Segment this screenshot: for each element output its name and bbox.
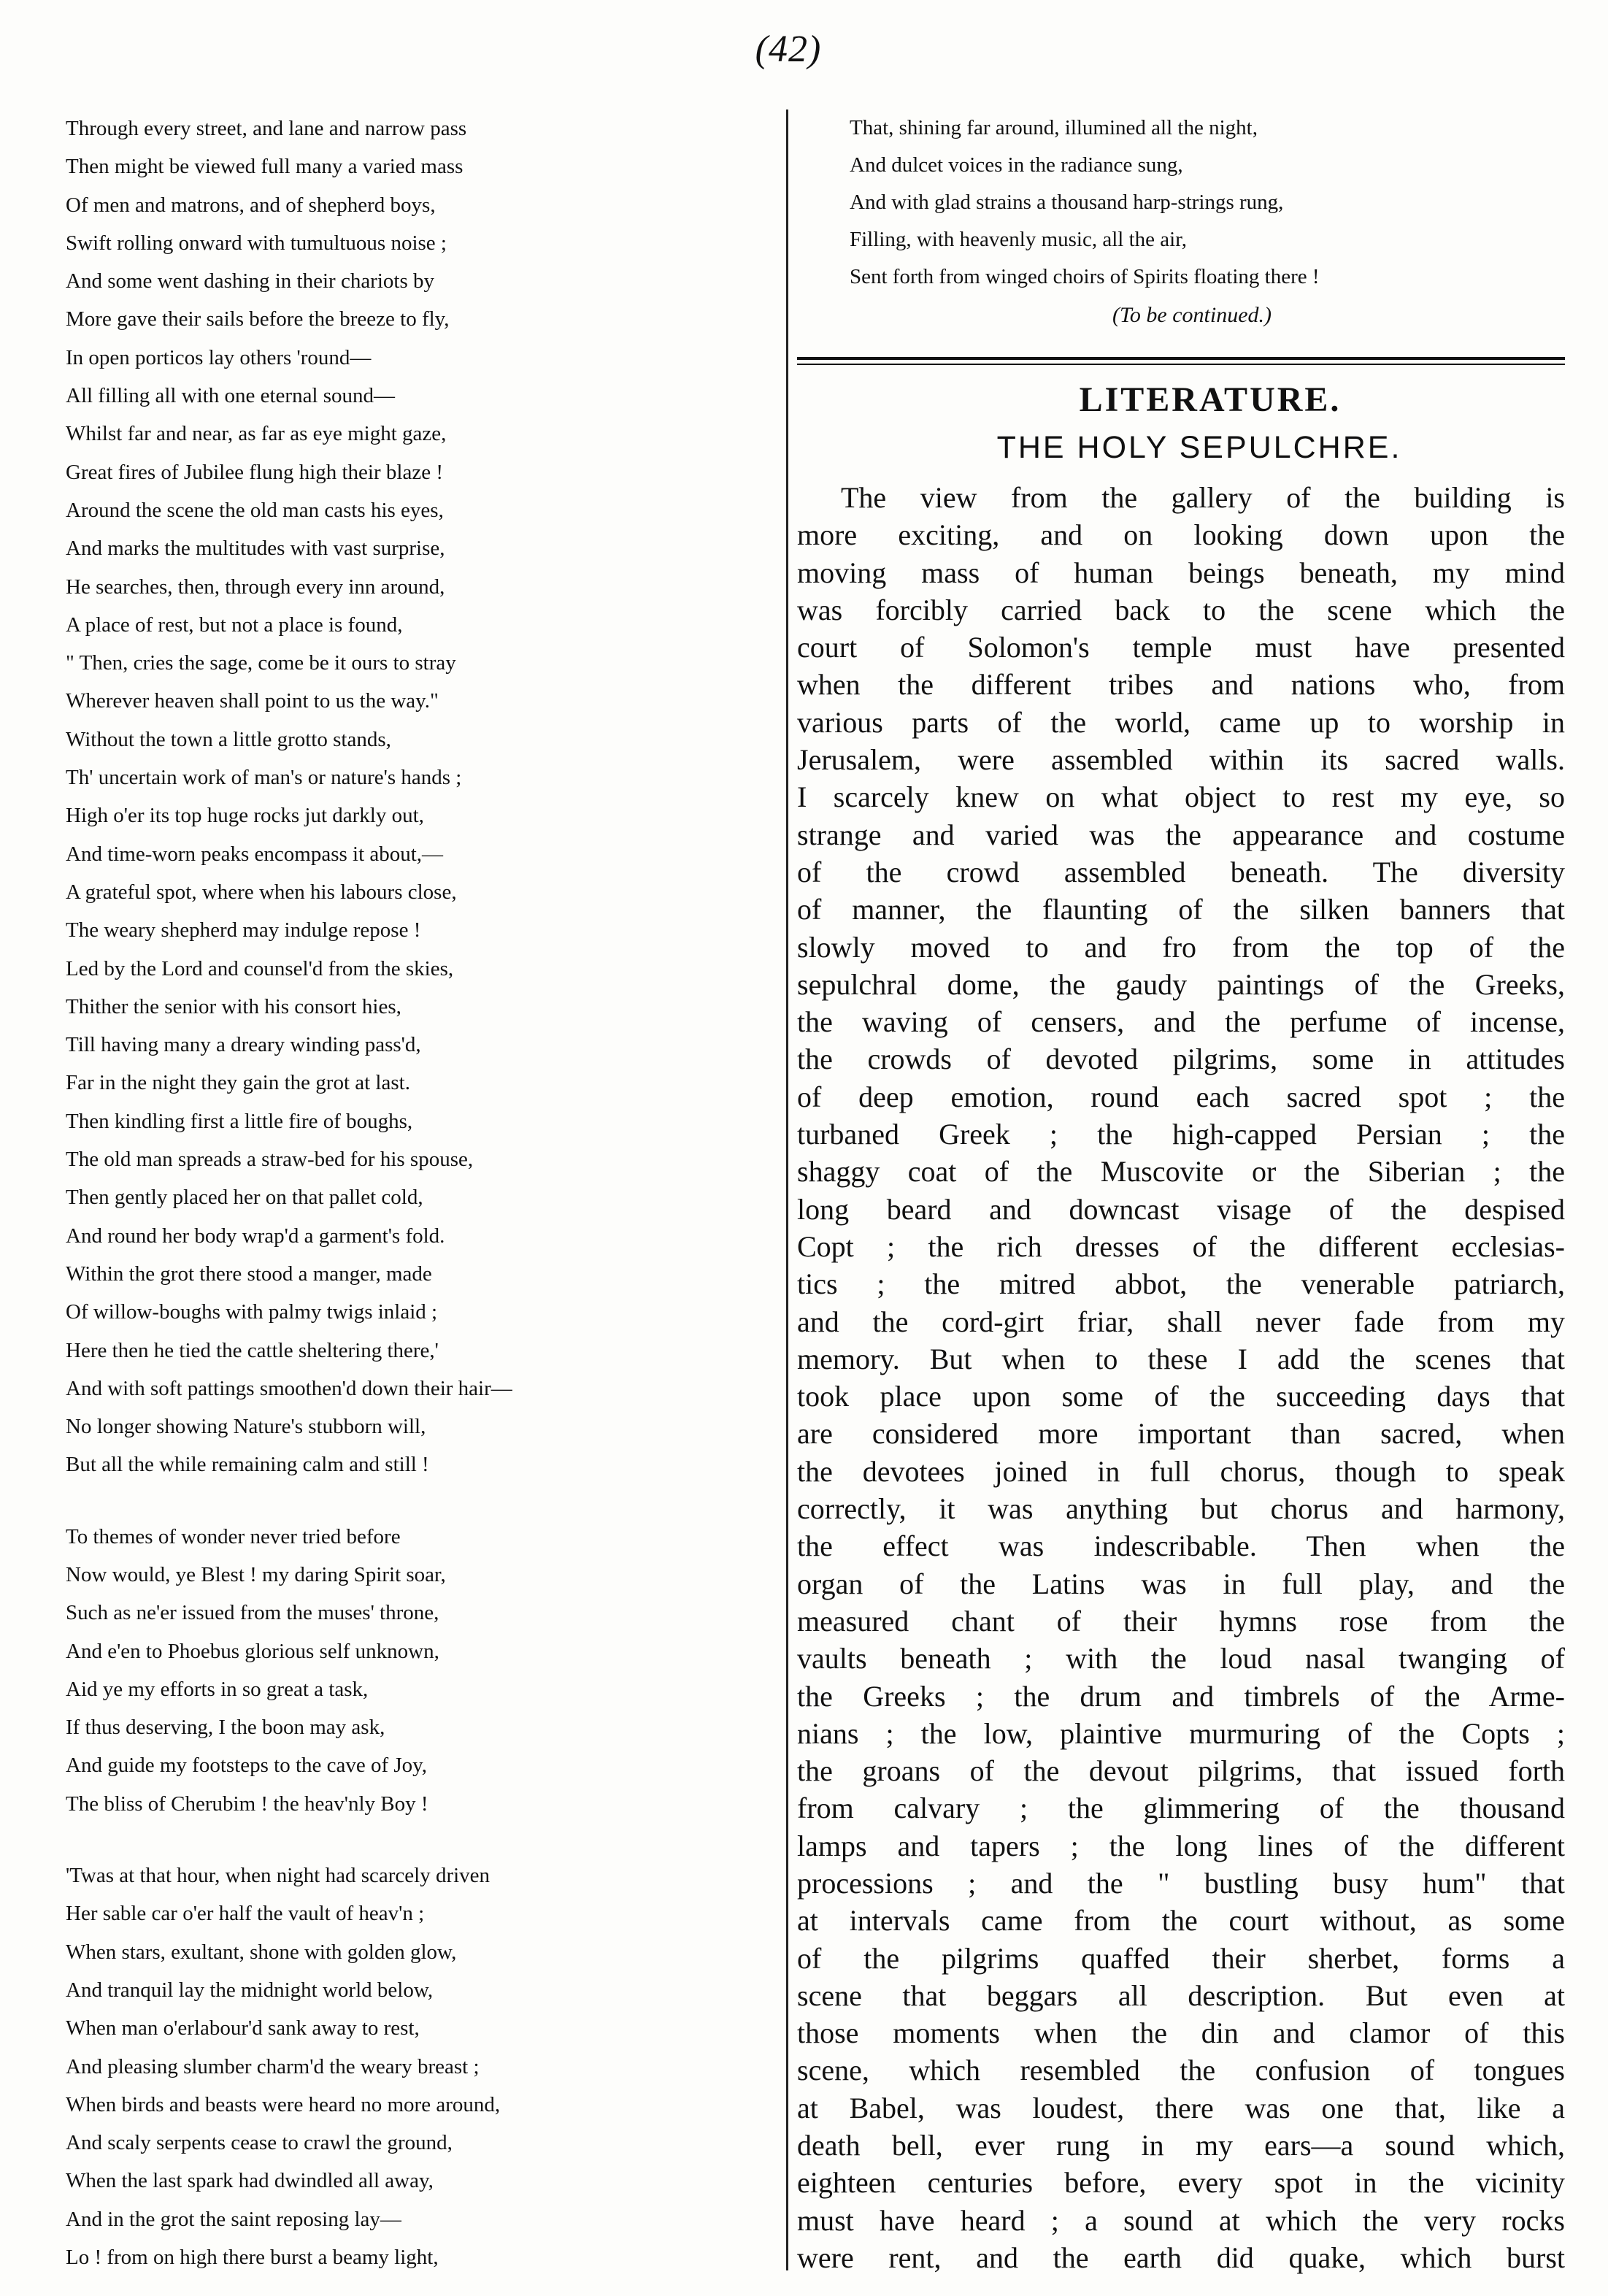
poem-line: Filling, with heavenly music, all the air,	[850, 228, 1187, 251]
poem-line: " Then, cries the sage, come be it ours to stray	[66, 651, 456, 675]
article-line: turbaned Greek ; the high-capped Persian ; the	[797, 1118, 1565, 1151]
poem-line: And pleasing slumber charm'd the weary breast ;	[66, 2054, 480, 2078]
poem-line: Then gently placed her on that pallet cold,	[66, 1186, 423, 1210]
article-line: moving mass of human beings beneath, my mind	[797, 556, 1565, 589]
page-number: (42)	[755, 28, 822, 70]
article-line: death bell, ever rung in my ears—a sound which,	[797, 2129, 1565, 2162]
article-line: eighteen centuries before, every spot in the vicinity	[797, 2166, 1565, 2200]
article-line: measured chant of their hymns rose from the	[797, 1604, 1565, 1637]
poem-line: Then might be viewed full many a varied mass	[66, 155, 463, 179]
article-line: took place upon some of the succeeding days that	[797, 1380, 1565, 1413]
article-line: shaggy coat of the Muscovite or the Siberian ; the	[797, 1155, 1565, 1189]
article-line: processions ; and the " bustling busy hum" that	[797, 1866, 1565, 1900]
poem-line: Her sable car o'er half the vault of heav'n ;	[66, 1902, 425, 1926]
poem-line: Swift rolling onward with tumultuous noise ;	[66, 231, 447, 255]
article-line: the crowds of devoted pilgrims, some in attitudes	[797, 1043, 1565, 1076]
poem-continuation	[797, 110, 1565, 296]
article-line: memory. But when to these I add the scenes that	[797, 1342, 1565, 1375]
article-line: long beard and downcast visage of the despised	[797, 1192, 1565, 1226]
poem-line: More gave their sails before the breeze to fly,	[66, 307, 450, 331]
article-line: the Greeks ; the drum and timbrels of the Arme-	[797, 1679, 1565, 1713]
poem-line: And time-worn peaks encompass it about,—	[66, 842, 444, 866]
poem-line: Here then he tied the cattle sheltering there,'	[66, 1338, 439, 1362]
poem-line: A place of rest, but not a place is found,	[66, 613, 403, 637]
article-line: the waving of censers, and the perfume of incense,	[797, 1005, 1565, 1039]
article-body	[797, 479, 1565, 2276]
poem-line: Through every street, and lane and narrow pass	[66, 117, 467, 140]
poem-line: Aid ye my efforts in so great a task,	[66, 1677, 369, 1701]
poem-line: And marks the multitudes with vast surprise,	[66, 537, 445, 561]
poem-stanza	[66, 110, 766, 1484]
article-line: Copt ; the rich dresses of the different ecclesias-	[797, 1229, 1565, 1263]
poem-line: And tranquil lay the midnight world below,	[66, 1978, 434, 2002]
poem-line: And e'en to Phoebus glorious self unknown,	[66, 1639, 439, 1663]
left-column-poem	[66, 110, 766, 2296]
article-line: of manner, the flaunting of the silken banners that	[797, 893, 1565, 926]
article-line: the devotees joined in full chorus, though to speak	[797, 1454, 1565, 1488]
poem-line: Such as ne'er issued from the muses' throne,	[66, 1601, 439, 1625]
poem-line: To themes of wonder never tried before	[66, 1524, 401, 1548]
poem-line: Then kindling first a little fire of boughs,	[66, 1109, 413, 1133]
poem-line: When birds and beasts were heard no more around,	[66, 2092, 501, 2116]
article-line: I scarcely knew on what object to rest my eye, so	[797, 780, 1565, 814]
article-line: court of Solomon's temple must have presented	[797, 631, 1565, 664]
article-line: at Babel, was loudest, there was one that, like a	[797, 2091, 1565, 2124]
poem-line: In open porticos lay others 'round—	[66, 345, 372, 369]
poem-line: And some went dashing in their chariots by	[66, 269, 434, 293]
poem-line: If thus deserving, I the boon may ask,	[66, 1716, 385, 1740]
poem-line: Sent forth from winged choirs of Spirits floating there !	[850, 265, 1320, 288]
continued-note: (To be continued.)	[1112, 303, 1272, 327]
article-line: lamps and tapers ; the long lines of the different	[797, 1829, 1565, 1862]
article-line: must have heard ; a sound at which the very rocks	[797, 2203, 1565, 2237]
column-divider	[786, 110, 788, 2270]
poem-line: When man o'erlabour'd sank away to rest,	[66, 2016, 420, 2040]
right-column	[797, 110, 1565, 2276]
poem-line: The bliss of Cherubim ! the heav'nly Boy !	[66, 1792, 428, 1816]
poem-line: Far in the night they gain the grot at last.	[66, 1071, 410, 1095]
article-line: from calvary ; the glimmering of the thousand	[797, 1792, 1565, 1825]
poem-line: The weary shepherd may indulge repose !	[66, 918, 421, 942]
poem-line: A grateful spot, where when his labours close,	[66, 880, 457, 904]
poem-line: When stars, exultant, shone with golden glow,	[66, 1940, 457, 1964]
poem-line: And with glad strains a thousand harp-strings rung,	[850, 191, 1284, 214]
article-line: sepulchral dome, the gaudy paintings of the Greeks,	[797, 967, 1565, 1001]
article-line: of the crowd assembled beneath. The diversity	[797, 855, 1565, 888]
article-line: of deep emotion, round each sacred spot ; the	[797, 1080, 1565, 1113]
article-line: of the pilgrims quaffed their sherbet, forms a	[797, 1941, 1565, 1975]
poem-line: That, shining far around, illumined all the night,	[850, 116, 1258, 139]
article-line: are considered more important than sacred, when	[797, 1417, 1565, 1451]
poem-line: All filling all with one eternal sound—	[66, 384, 396, 408]
article-line: correctly, it was anything but chorus and harmony,	[797, 1492, 1565, 1526]
article-line: and the cord-girt friar, shall never fade from my	[797, 1305, 1565, 1338]
poem-line: Th' uncertain work of man's or nature's hands ;	[66, 766, 462, 790]
poem-line: Wherever heaven shall point to us the way."	[66, 689, 439, 713]
article-line: those moments when the din and clamor of this	[797, 2016, 1565, 2050]
article-line: nians ; the low, plaintive murmuring of the Copts ;	[797, 1716, 1565, 1750]
article-line: were rent, and the earth did quake, which burst	[797, 2241, 1565, 2274]
article-line: scene, which resembled the confusion of tongues	[797, 2054, 1565, 2087]
section-rule	[797, 357, 1565, 365]
poem-line: Led by the Lord and counsel'd from the skies,	[66, 956, 454, 980]
poem-line: Of willow-boughs with palmy twigs inlaid ;	[66, 1300, 438, 1324]
poem-line: He searches, then, through every inn around,	[66, 575, 445, 599]
article-line: vaults beneath ; with the loud nasal twanging of	[797, 1642, 1565, 1675]
article-line: was forcibly carried back to the scene which the	[797, 593, 1565, 626]
poem-line: And guide my footsteps to the cave of Joy,	[66, 1754, 428, 1778]
poem-line: Of men and matrons, and of shepherd boys,	[66, 193, 436, 217]
poem-line: Whilst far and near, as far as eye might gaze,	[66, 422, 447, 446]
poem-line: And scaly serpents cease to crawl the ground,	[66, 2131, 453, 2155]
section-heading: LITERATURE.	[1079, 380, 1342, 419]
article-line: The view from the gallery of the building is	[841, 481, 1565, 514]
article-line: organ of the Latins was in full play, and the	[797, 1567, 1565, 1600]
poem-line: The old man spreads a straw-bed for his spouse,	[66, 1148, 474, 1172]
article-line: more exciting, and on looking down upon the	[797, 518, 1565, 552]
poem-stanza	[66, 1857, 766, 2276]
poem-line: Now would, ye Blest ! my daring Spirit soar,	[66, 1562, 446, 1586]
article-line: tics ; the mitred abbot, the venerable patriarch,	[797, 1267, 1565, 1301]
poem-line: Around the scene the old man casts his eyes,	[66, 498, 444, 522]
poem-line: Till having many a dreary winding pass'd,	[66, 1033, 421, 1057]
article-line: strange and varied was the appearance and costume	[797, 818, 1565, 851]
article-line: scene that beggars all description. But even at	[797, 1978, 1565, 2012]
poem-line: And with soft pattings smoothen'd down their hair—	[66, 1376, 512, 1400]
article-line: the effect was indescribable. Then when the	[797, 1529, 1565, 1563]
poem-line: And in the grot the saint reposing lay—	[66, 2207, 401, 2231]
poem-line: 'Twas at that hour, when night had scarcely driven	[66, 1864, 491, 1888]
poem-line: No longer showing Nature's stubborn will,	[66, 1415, 426, 1439]
article-line: at intervals came from the court without, as some	[797, 1904, 1565, 1938]
poem-stanza	[66, 1518, 766, 1823]
article-line: the groans of the devout pilgrims, that issued forth	[797, 1754, 1565, 1788]
article-line: slowly moved to and fro from the top of the	[797, 930, 1565, 964]
poem-line: Thither the senior with his consort hies,	[66, 994, 401, 1018]
poem-line: When the last spark had dwindled all away,	[66, 2169, 434, 2193]
article-line: when the different tribes and nations who, from	[797, 668, 1565, 702]
poem-line: Great fires of Jubilee flung high their blaze !	[66, 460, 443, 484]
poem-line: Within the grot there stood a manger, made	[66, 1262, 432, 1286]
article-line: various parts of the world, came up to worship in	[797, 705, 1565, 739]
poem-line: High o'er its top huge rocks jut darkly out,	[66, 804, 424, 828]
article-line: Jerusalem, were assembled within its sacred walls.	[797, 743, 1565, 777]
poem-line: But all the while remaining calm and still !	[66, 1453, 429, 1477]
poem-line: And round her body wrap'd a garment's fold.	[66, 1224, 445, 1248]
article-title: THE HOLY SEPULCHRE.	[996, 430, 1402, 465]
poem-line: Without the town a little grotto stands,	[66, 727, 391, 751]
poem-line: Lo ! from on high there burst a beamy light,	[66, 2246, 439, 2270]
poem-line: And dulcet voices in the radiance sung,	[850, 153, 1183, 177]
